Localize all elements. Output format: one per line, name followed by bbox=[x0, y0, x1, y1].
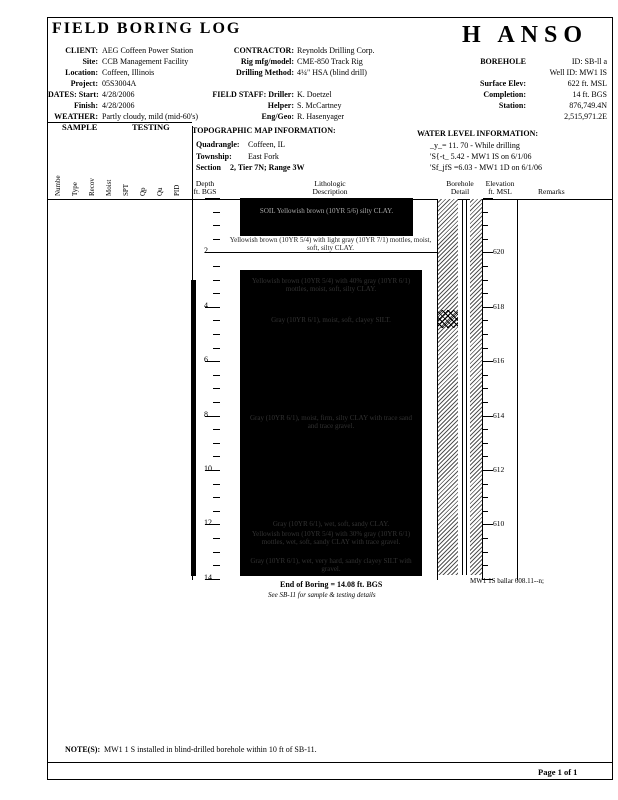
end-of-boring: End of Boring = 14.08 ft. BGS bbox=[280, 580, 383, 589]
elev-minor-tick bbox=[483, 484, 488, 485]
elevation-tick-label: 616 bbox=[493, 356, 505, 366]
depth-minor-tick bbox=[213, 212, 220, 213]
borehole-divider bbox=[482, 199, 483, 580]
bentonite-seal bbox=[438, 310, 458, 328]
depth-minor-tick bbox=[213, 511, 220, 512]
water-table-bar bbox=[191, 280, 196, 576]
depth-tick-label: 14 bbox=[204, 572, 212, 582]
depth-minor-tick bbox=[213, 266, 220, 267]
depth-tick-label: 8 bbox=[204, 409, 208, 419]
company-logo: H ANSO bbox=[462, 22, 589, 48]
elev-minor-tick bbox=[483, 552, 488, 553]
lithologic-column-header: Lithologic Description bbox=[312, 179, 348, 196]
lith-desc-4: Gray (10YR 6/1), moist, soft, clayey SILT. bbox=[271, 316, 391, 324]
mid-field-label: Rig mfg/model: bbox=[240, 57, 294, 66]
depth-minor-tick bbox=[213, 334, 220, 335]
depth-minor-tick bbox=[213, 293, 220, 294]
mid-field-label: Drilling Method: bbox=[236, 68, 294, 77]
remarks-column-header: Remarks bbox=[538, 187, 565, 196]
right-field-value: 2,515,971.2E bbox=[564, 112, 607, 121]
sample-column-label: Moist bbox=[105, 179, 113, 196]
depth-minor-tick bbox=[213, 538, 220, 539]
elev-minor-tick bbox=[483, 511, 488, 512]
left-field-value: 05S3004A bbox=[102, 79, 137, 88]
elev-minor-tick bbox=[483, 402, 488, 403]
depth-tick-label: 6 bbox=[204, 355, 208, 365]
elev-minor-tick bbox=[483, 320, 488, 321]
elevation-tick-label: 618 bbox=[493, 301, 505, 311]
testing-column-label: Qp bbox=[139, 187, 147, 196]
elev-minor-tick bbox=[483, 443, 488, 444]
casing-left bbox=[462, 199, 463, 575]
elev-major-tick bbox=[483, 579, 493, 580]
depth-tick-label: 10 bbox=[204, 464, 212, 473]
depth-minor-tick bbox=[213, 429, 220, 430]
topo-field-value: East Fork bbox=[248, 152, 279, 161]
notes-value: MW1 1 S installed in blind-drilled borehole within 10 ft of SB-11. bbox=[104, 745, 317, 754]
right-field-value: 14 ft. BGS bbox=[572, 90, 607, 99]
elevation-tick-label: 610 bbox=[493, 519, 505, 529]
mid-field-value: K. Doetzel bbox=[297, 90, 332, 99]
borehole-column-header: Borehole Detail bbox=[446, 179, 474, 196]
water-level-entry: _y_= 11. 70 - While drilling bbox=[430, 141, 520, 150]
elev-minor-tick bbox=[483, 565, 488, 566]
water-level-entry: 'Sf_jfS =6.03 - MW1 1D on 6/1/06 bbox=[430, 163, 542, 172]
left-field-value: AEG Coffeen Power Station bbox=[102, 46, 194, 55]
left-field-label: Location: bbox=[65, 68, 98, 77]
depth-minor-tick bbox=[213, 565, 220, 566]
left-field-value: Coffeen, Illinois bbox=[102, 68, 155, 77]
depth-minor-tick bbox=[213, 239, 220, 240]
footer-rule bbox=[47, 762, 613, 763]
page-title: FIELD BORING LOG bbox=[52, 20, 242, 37]
elevation-tick-label: 614 bbox=[493, 410, 505, 420]
depth-major-tick bbox=[205, 198, 220, 199]
topo-field-value: 2, Tier 7N; Range 3W bbox=[230, 163, 305, 172]
mid-field-label: FIELD STAFF: Driller: bbox=[212, 90, 294, 99]
mid-field-value: R. Hasenyager bbox=[297, 112, 345, 121]
depth-minor-tick bbox=[213, 225, 220, 226]
testing-column-label: Qu bbox=[156, 187, 164, 196]
sample-column-label: Numbe bbox=[54, 175, 62, 196]
elevation-column-header: Elevation ft. MSL bbox=[485, 179, 515, 196]
depth-minor-tick bbox=[213, 320, 220, 321]
page-number: Page 1 of 1 bbox=[538, 767, 578, 777]
depth-tick-label: 2 bbox=[204, 246, 208, 256]
elev-minor-tick bbox=[483, 293, 488, 294]
elev-minor-tick bbox=[483, 280, 488, 281]
topo-field-value: Coffeen, IL bbox=[248, 140, 286, 149]
left-field-value: 4/28/2006 bbox=[102, 101, 135, 110]
sample-top-rule bbox=[47, 122, 192, 123]
elev-major-tick bbox=[483, 198, 493, 199]
borehole-annulus-left bbox=[438, 199, 458, 575]
topo-header: TOPOGRAPHIC MAP INFORMATION: bbox=[192, 126, 336, 135]
topo-field-label: Section bbox=[196, 163, 221, 172]
right-field-label: Completion: bbox=[483, 90, 526, 99]
depth-minor-tick bbox=[213, 348, 220, 349]
right-field-value: 876,749.4N bbox=[569, 101, 607, 110]
right-field-label: Surface Elev: bbox=[480, 79, 526, 88]
mid-field-value: 4¼" HSA (blind drill) bbox=[297, 68, 367, 77]
elev-major-tick bbox=[483, 361, 493, 362]
elev-minor-tick bbox=[483, 538, 488, 539]
mid-field-label: Eng/Geo: bbox=[261, 112, 294, 121]
right-field-value: 622 ft. MSL bbox=[567, 79, 607, 88]
elev-minor-tick bbox=[483, 429, 488, 430]
left-field-label: WEATHER: bbox=[54, 112, 98, 121]
depth-minor-tick bbox=[213, 443, 220, 444]
elevation-tick-label: 612 bbox=[493, 465, 505, 474]
right-field-value: ID: SB-ll a bbox=[571, 57, 607, 66]
left-field-label: CLIENT: bbox=[65, 46, 98, 55]
depth-minor-tick bbox=[213, 456, 220, 457]
depth-minor-tick bbox=[213, 402, 220, 403]
lith-boundary-1 bbox=[218, 252, 437, 253]
sample-header: SAMPLE bbox=[62, 122, 98, 132]
topo-field-label: Quadrangle: bbox=[196, 140, 240, 149]
left-field-label: Project: bbox=[70, 79, 98, 88]
elev-major-tick bbox=[483, 252, 493, 253]
lith-desc-5: Gray (10YR 6/1), moist, firm, silty CLAY with trace sand and trace gravel. bbox=[249, 414, 413, 430]
elev-minor-tick bbox=[483, 225, 488, 226]
depth-minor-tick bbox=[213, 552, 220, 553]
depth-minor-tick bbox=[213, 484, 220, 485]
elev-minor-tick bbox=[483, 266, 488, 267]
testing-column-label: SPT bbox=[122, 183, 130, 196]
depth-minor-tick bbox=[213, 280, 220, 281]
left-field-value: Partly cloudy, mild (mid-60's) bbox=[102, 112, 199, 121]
casing-right bbox=[466, 199, 467, 575]
lith-desc-8: Gray (10YR 6/1), wet, very hard, sandy clayey SILT with gravel. bbox=[250, 557, 412, 573]
right-field-value: Well ID: MW1 IS bbox=[549, 68, 607, 77]
elev-minor-tick bbox=[483, 212, 488, 213]
elev-minor-tick bbox=[483, 334, 488, 335]
testing-column-label: PID bbox=[173, 184, 181, 196]
lith-desc-7: Yellowish brown (10YR 5/4) with 30% gray (10YR 6/1) mottles, wet, soft, sandy CLAY with trace gravel. bbox=[251, 530, 411, 546]
left-field-value: CCB Management Facility bbox=[102, 57, 189, 66]
depth-tick-label: 12 bbox=[204, 518, 212, 528]
left-field-label: DATES: Start: bbox=[48, 90, 99, 99]
borehole-annulus-right bbox=[470, 199, 482, 575]
bottom-right-annotation: MW1 1S ballar 608.11--n; bbox=[470, 577, 545, 585]
elev-major-tick bbox=[483, 470, 493, 471]
elev-minor-tick bbox=[483, 348, 488, 349]
mid-field-value: Reynolds Drilling Corp. bbox=[297, 46, 375, 55]
left-field-label: Finish: bbox=[73, 101, 98, 110]
elev-major-tick bbox=[483, 524, 493, 525]
see-note: See SB-11 for sample & testing details bbox=[268, 591, 376, 599]
mid-field-label: Helper: bbox=[267, 101, 294, 110]
elev-minor-tick bbox=[483, 239, 488, 240]
elev-minor-tick bbox=[483, 388, 488, 389]
elev-minor-tick bbox=[483, 456, 488, 457]
mid-field-value: CME-850 Track Rig bbox=[297, 57, 363, 66]
mid-field-value: S. McCartney bbox=[297, 101, 342, 110]
right-field-label: Station: bbox=[498, 101, 526, 110]
elevation-tick-label: 620 bbox=[493, 247, 505, 257]
lith-desc-1: SOIL Yellowish brown (10YR 5/6) silty CLAY. bbox=[259, 207, 394, 215]
testing-header: TESTING bbox=[132, 122, 170, 132]
depth-column-header: Depth ft. BGS bbox=[193, 179, 217, 196]
depth-minor-tick bbox=[213, 375, 220, 376]
lithology-block-1 bbox=[240, 198, 413, 236]
notes-label: NOTE(S): bbox=[65, 745, 101, 754]
lith-desc-6: Gray (10YR 6/1), wet, soft, sandy CLAY. bbox=[272, 520, 390, 528]
sample-column-label: Type bbox=[71, 182, 79, 196]
left-field-value: 4/28/2006 bbox=[102, 90, 135, 99]
lith-desc-2: Yellowish brown (10YR 5/4) with light gray (10YR 7/1) mottles, moist, soft, silty CLAY. bbox=[229, 236, 432, 252]
elev-minor-tick bbox=[483, 497, 488, 498]
sample-column-label: Recov bbox=[88, 178, 96, 196]
elev-divider bbox=[517, 199, 518, 580]
depth-minor-tick bbox=[213, 497, 220, 498]
water-header: WATER LEVEL INFORMATION: bbox=[417, 129, 539, 138]
elev-minor-tick bbox=[483, 375, 488, 376]
depth-tick-label: 4 bbox=[204, 300, 208, 310]
mid-field-label: CONTRACTOR: bbox=[233, 46, 294, 55]
elev-major-tick bbox=[483, 416, 493, 417]
elev-major-tick bbox=[483, 307, 493, 308]
topo-field-label: Township: bbox=[196, 152, 232, 161]
water-level-entry: 'S{-t_ 5.42 - MW1 IS on 6/1/06 bbox=[430, 152, 532, 161]
left-field-label: Site: bbox=[82, 57, 98, 66]
lith-desc-3: Yellowish brown (10YR 5/4) with 40% gray (10YR 6/1) mottles, moist, soft, silty CLAY. bbox=[251, 277, 411, 293]
depth-minor-tick bbox=[213, 388, 220, 389]
right-field-label: BOREHOLE bbox=[480, 57, 526, 66]
